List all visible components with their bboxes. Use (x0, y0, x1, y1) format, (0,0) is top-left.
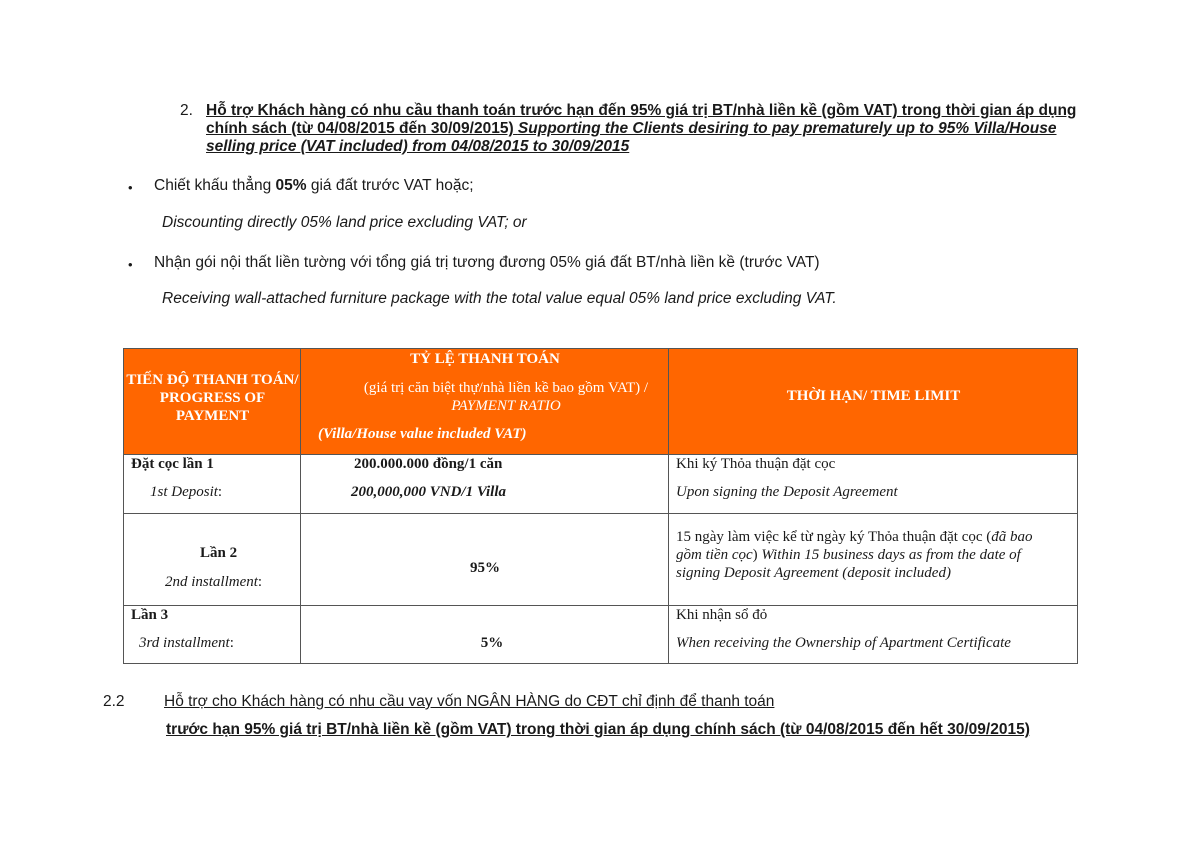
bullet-1-english: Discounting directly 05% land price excluding VAT; or (162, 214, 527, 231)
header-ratio-sub (361, 379, 651, 415)
header-progress-label: TIẾN ĐỘ THANH TOÁN/ PROGRESS OF PAYMENT (126, 372, 299, 424)
header-ratio-sub-en: PAYMENT RATIO (451, 398, 561, 414)
row1-stage-colon: : (217, 484, 223, 500)
table-header-row (124, 349, 1078, 455)
row2-time-line2-sep: ) (752, 547, 762, 563)
payment-schedule-table (123, 348, 1078, 664)
row1-stage-en-text: 1st Deposit (150, 484, 218, 500)
bullet-1-text-pre: Chiết khấu thẳng (154, 177, 276, 194)
header-ratio-note: (Villa/House value included VAT) (318, 426, 527, 442)
bullet-1-text (154, 177, 474, 195)
section-heading (206, 102, 1106, 156)
row1-stage-en (150, 484, 222, 501)
row3-ratio (301, 606, 669, 664)
bullet-1-text-bold: 05% (275, 177, 307, 194)
row2-stage-en-text: 2nd installment (165, 574, 258, 590)
bullet-2-english: Receiving wall-attached furniture package with the total value equal 05% land price excluding VAT. (162, 290, 837, 307)
row3-time (669, 606, 1078, 664)
subsection-heading-line2: trước hạn 95% giá trị BT/nhà liền kề (gồm VAT) trong thời gian áp dụng chính sách (từ 04/08/2015 đến hết 30/09/2015) (166, 721, 1030, 738)
subsection-number: 2.2 (103, 693, 125, 710)
bullet-icon: • (128, 180, 133, 195)
row2-time-line1-vi-italic: đã bao (991, 529, 1033, 545)
bullet-1-text-post: giá đất trước VAT hoặc; (306, 177, 474, 194)
row1-stage (124, 455, 301, 514)
heading-vietnamese: Hỗ trợ Khách hàng có nhu cầu thanh toán trước hạn đến 95% giá trị BT/nhà liền kề (gồm VAT) trong thời gian áp dụng chính sách (từ 04/08/2015 đến 30/09/2015) (206, 102, 1077, 137)
row2-time-line1-vi: 15 ngày làm việc kể từ ngày ký Thỏa thuận đặt cọc ( (676, 529, 992, 545)
row2-time-line2-vi-italic: gồm tiền cọc (676, 547, 753, 563)
row1-time-vi: Khi ký Thỏa thuận đặt cọc (676, 456, 836, 472)
row3-ratio-value: 5% (480, 635, 504, 651)
subsection-heading-line1: Hỗ trợ cho Khách hàng có nhu cầu vay vốn NGÂN HÀNG do CĐT chỉ định để thanh toán (164, 693, 775, 710)
row2-stage-vi: Lần 2 (200, 545, 238, 561)
header-ratio (301, 349, 669, 455)
bullet-icon: • (128, 257, 133, 272)
header-ratio-title: TỶ LỆ THANH TOÁN (410, 351, 560, 367)
row2-time-line1 (676, 528, 1033, 546)
row1-time-en: Upon signing the Deposit Agreement (676, 484, 898, 500)
table-row (124, 514, 1078, 606)
row1-ratio-vi: 200.000.000 đồng/1 căn (354, 456, 503, 472)
row2-time-line3: signing Deposit Agreement (deposit included) (676, 565, 951, 581)
header-time-limit (669, 349, 1078, 455)
row2-stage-en (165, 574, 262, 591)
row3-stage (124, 606, 301, 664)
row3-time-en: When receiving the Ownership of Apartment Certificate (676, 635, 1011, 651)
row1-time (669, 455, 1078, 514)
row3-stage-en (139, 635, 234, 652)
header-progress (124, 349, 301, 455)
row1-stage-vi: Đặt cọc lần 1 (131, 456, 214, 472)
table-row (124, 455, 1078, 514)
header-time-label: THỜI HẠN/ TIME LIMIT (786, 388, 961, 404)
row2-ratio-value: 95% (470, 560, 500, 576)
row2-stage (124, 514, 301, 606)
row1-ratio-en: 200,000,000 VND/1 Villa (351, 484, 507, 500)
row3-stage-vi: Lần 3 (131, 607, 169, 623)
row2-time (669, 514, 1078, 606)
row2-time-line2-en: Within 15 business days as from the date of (761, 547, 1021, 563)
bullet-2-text: Nhận gói nội thất liền tường với tổng giá trị tương đương 05% giá đất BT/nhà liền kề (trước VAT) (154, 254, 820, 271)
row2-stage-colon: : (257, 574, 263, 590)
header-ratio-sub-vi: (giá trị căn biệt thự/nhà liền kề bao gồm VAT) / (363, 380, 649, 396)
heading-english: Supporting the Clients desiring to pay prematurely up to 95% Villa/House selling price (VAT included) from 04/08/2015 to 30/09/2015 (206, 120, 1057, 155)
row2-time-line2 (676, 546, 1021, 564)
section-number: 2. (180, 102, 193, 119)
row3-stage-colon: : (229, 635, 234, 651)
row3-stage-en-text: 3rd installment (139, 635, 230, 651)
row3-time-vi: Khi nhận sổ đỏ (676, 607, 768, 623)
row2-ratio (301, 514, 669, 606)
row1-ratio (301, 455, 669, 514)
table-row (124, 606, 1078, 664)
